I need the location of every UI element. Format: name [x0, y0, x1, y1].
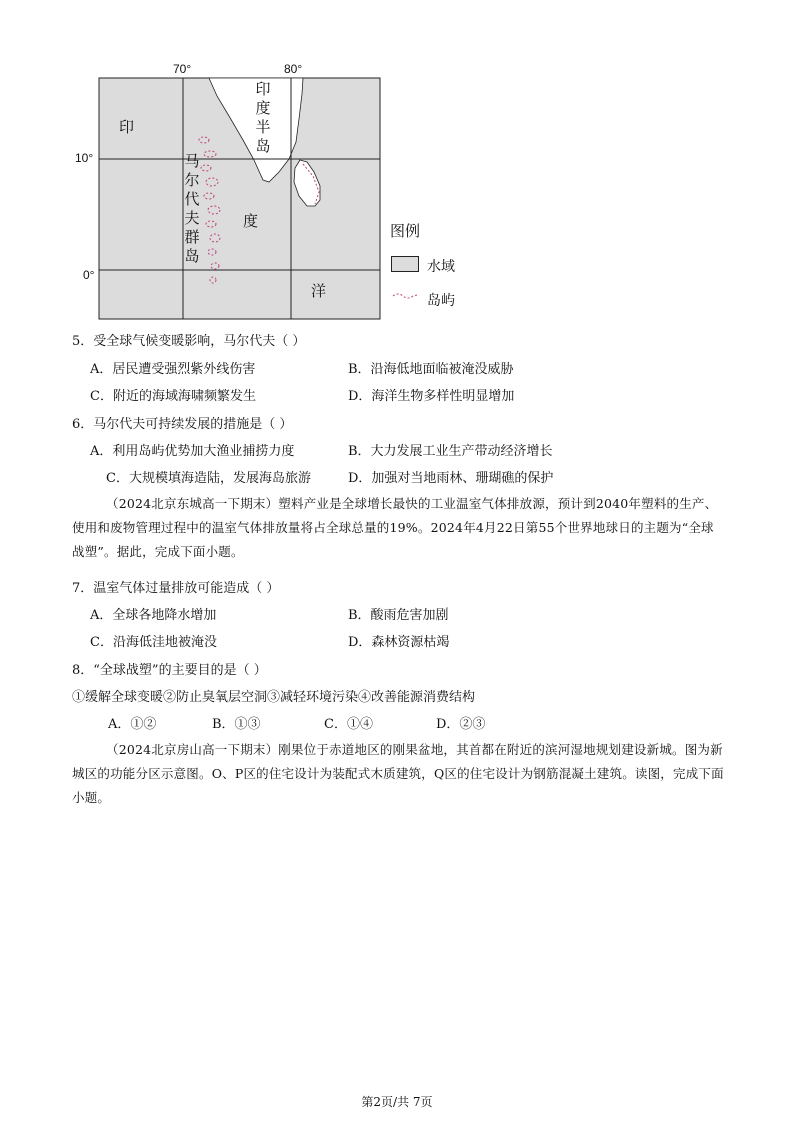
legend-title: 图例: [390, 222, 421, 240]
passage-1: （2024北京东城高一下期末）塑料产业是全球增长最快的工业温室气体排放源，预计到2040年塑料的生产、使用和废物管理过程中的温室气体排放量将占全球总量的19%。2024年4月22日第55个世界地球日的主题为“全球战塑”。据此，完成下面小题。: [72, 496, 718, 559]
q7-stem: 7．温室气体过量排放可能造成（ ）: [72, 581, 280, 596]
label-du: 度: [243, 212, 259, 230]
label-maldives: 马尔代夫群岛: [184, 152, 200, 265]
q6-option-d: D．加强对当地雨林、珊瑚礁的保护: [348, 471, 554, 486]
q5-option-c: C．附近的海域海啸频繁发生: [90, 389, 256, 404]
q7-option-d: D．森林资源枯竭: [348, 635, 450, 650]
q8-stem: 8．“全球战塑”的主要目的是（ ）: [72, 663, 267, 678]
label-india-peninsula: 印度半岛: [255, 80, 271, 155]
q7-option-a: A．全球各地降水增加: [90, 608, 217, 623]
q8-option-a: A．①②: [108, 717, 157, 732]
q6-stem: 6．马尔代夫可持续发展的措施是（ ）: [72, 417, 293, 432]
q8-statements: ①缓解全球变暖②防止臭氧层空洞③减轻环境污染④改善能源消费结构: [72, 690, 476, 705]
q7-option-b: B．酸雨危害加剧: [348, 608, 449, 623]
q5-option-a: A．居民遭受强烈紫外线伤害: [90, 362, 256, 377]
tick-10: 10°: [75, 151, 94, 165]
tick-80: 80°: [284, 62, 303, 76]
map-figure: [75, 62, 387, 326]
q7-option-c: C．沿海低洼地被淹没: [90, 635, 217, 650]
q5-option-d: D．海洋生物多样性明显增加: [348, 389, 515, 404]
label-yang: 洋: [311, 282, 327, 300]
q5-option-b: B．沿海低地面临被淹没威胁: [348, 362, 514, 377]
q8-option-b: B．①③: [212, 717, 261, 732]
q6-option-c: C．大规模填海造陆，发展海岛旅游: [106, 471, 311, 486]
legend-island-icon: [391, 289, 419, 303]
q8-option-d: D．②③: [436, 717, 486, 732]
q6-option-a: A．利用岛屿优势加大渔业捕捞力度: [90, 444, 295, 459]
legend-water-label: 水域: [427, 259, 455, 275]
q8-option-c: C．①④: [324, 717, 373, 732]
legend-water-swatch: [391, 256, 419, 272]
legend-islands-label: 岛屿: [427, 293, 455, 309]
page-footer: 第2页/共 7页: [361, 1095, 433, 1109]
label-yin: 印: [119, 118, 135, 136]
map-svg: [97, 64, 387, 326]
q6-option-b: B．大力发展工业生产带动经济增长: [348, 444, 553, 459]
tick-0: 0°: [83, 268, 95, 282]
q5-stem: 5．受全球气候变暖影响，马尔代夫（ ）: [72, 334, 306, 349]
tick-70: 70°: [173, 62, 192, 76]
passage-2: （2024北京房山高一下期末）刚果位于赤道地区的刚果盆地，其首都在附近的滨河湿地规划建设新城。图为新城区的功能分区示意图。O、P区的住宅设计为装配式木质建筑，Q区的住宅设计为钢筋混凝土建筑。读图，完成下面小题。: [72, 742, 724, 805]
